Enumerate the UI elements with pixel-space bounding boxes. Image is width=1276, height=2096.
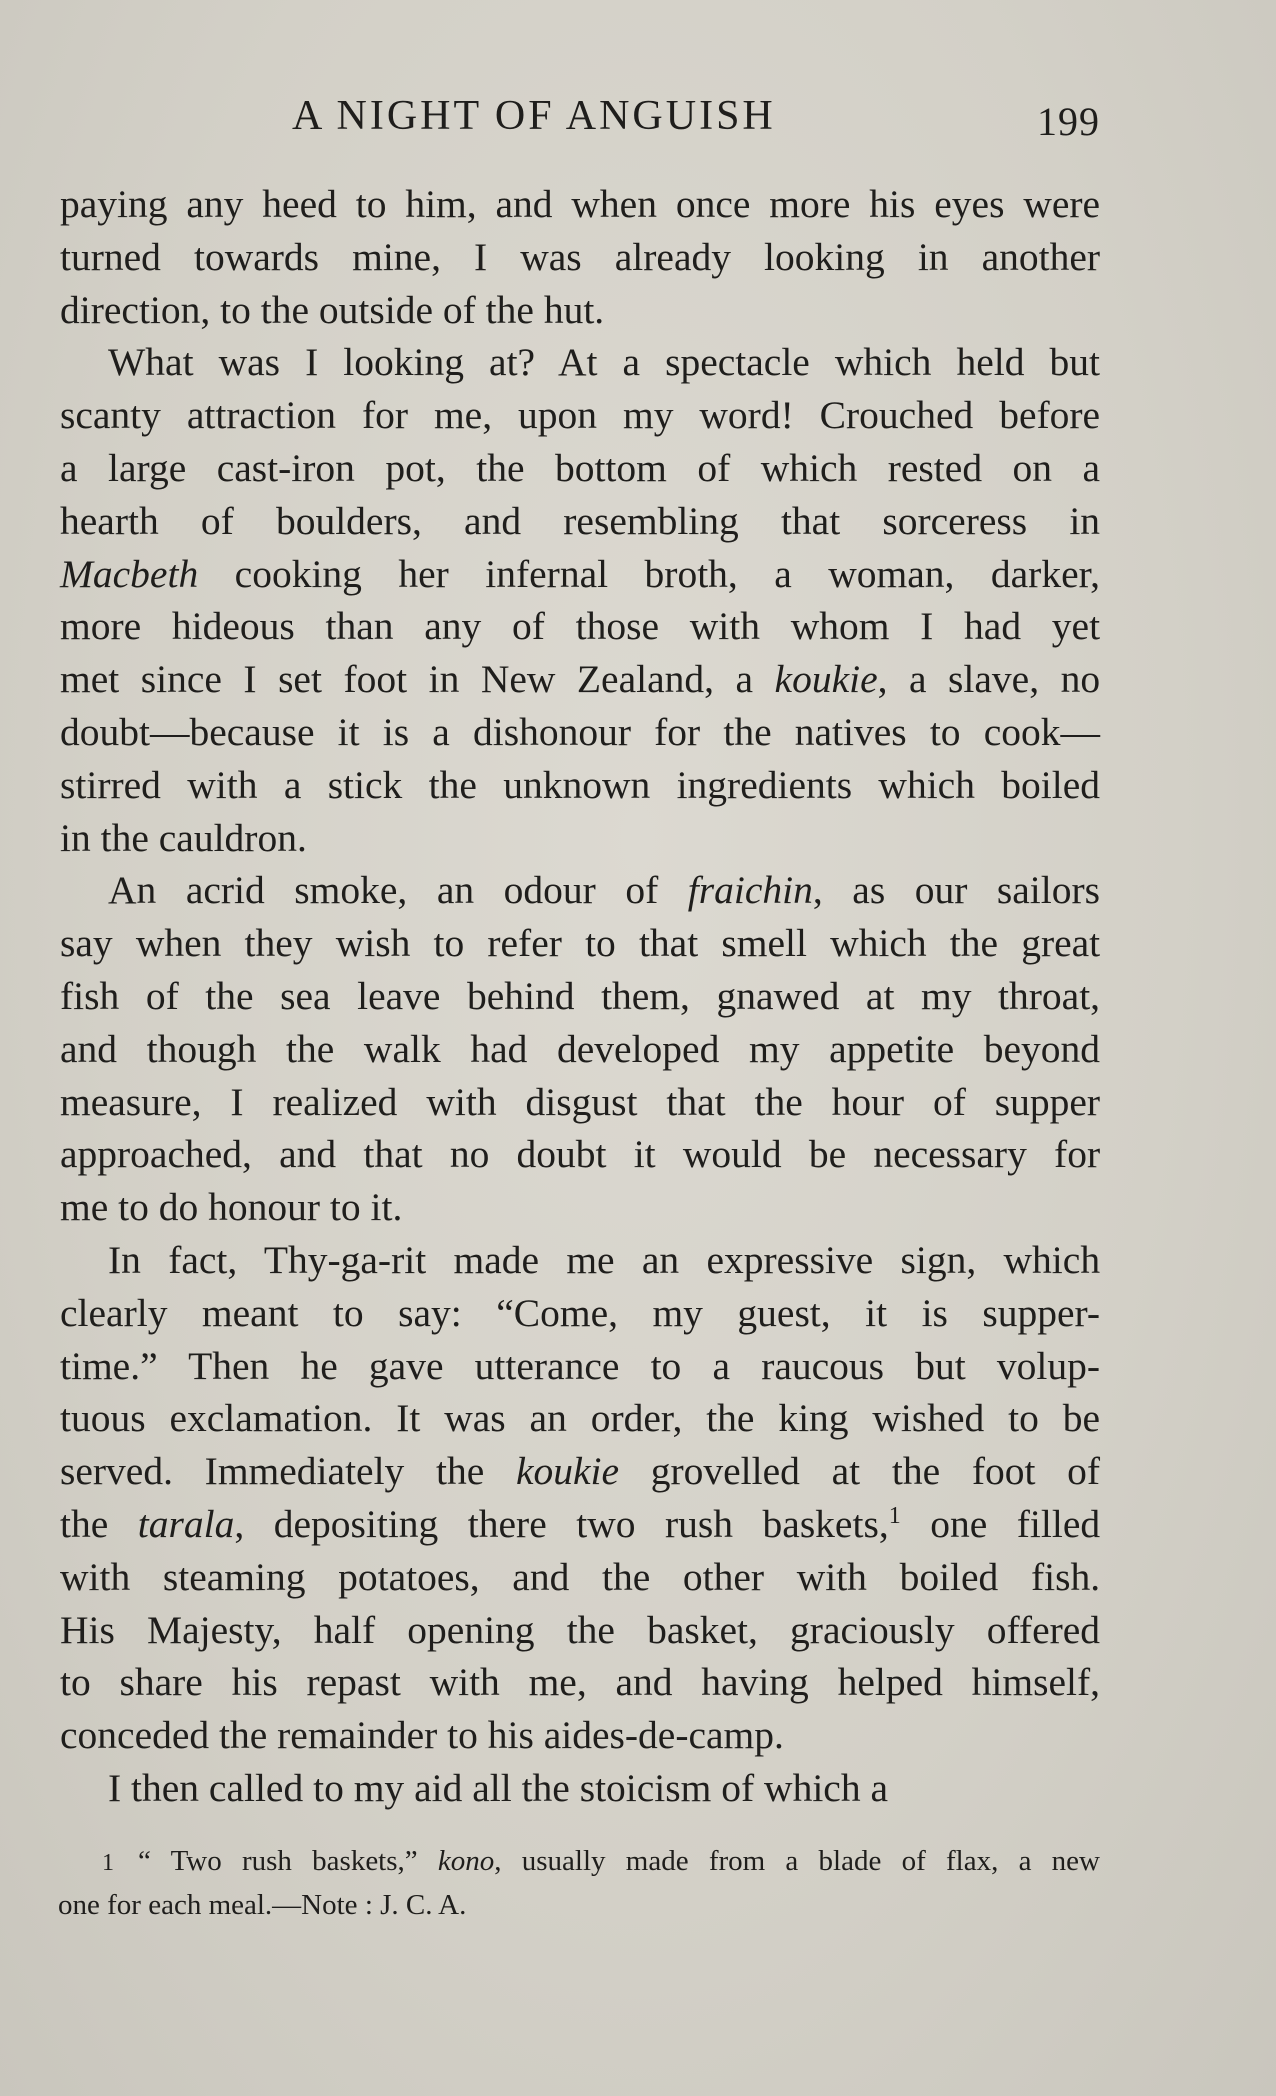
text-line: with steaming potatoes, and the other with boiled fish.	[60, 1554, 1101, 1599]
footnote-line: 1 “ Two rush baskets,” kono, usually made from a blade of flax, a new	[102, 1845, 1100, 1877]
text-line: clearly meant to say: “Come, my guest, it is supper-	[60, 1290, 1101, 1335]
text-line: time.” Then he gave utterance to a raucous but volup-	[60, 1343, 1100, 1388]
text-line: paying any heed to him, and when once more his eyes were	[60, 182, 1101, 226]
text-line: served. Immediately the koukie grovelled at the foot of	[60, 1449, 1101, 1494]
paragraph	[60, 1762, 1100, 1815]
paragraph	[60, 864, 1100, 1234]
text-line: a large cast-iron pot, the bottom of which rested on a	[60, 445, 1101, 490]
text-line: conceded the remainder to his aides-de-camp.	[60, 1713, 784, 1758]
running-title: A NIGHT OF ANGUISH	[292, 93, 776, 139]
text-line: me to do honour to it.	[60, 1185, 403, 1230]
text-line: met since I set foot in New Zealand, a koukie, a slave, no	[60, 657, 1101, 702]
page-number: 199	[1037, 99, 1100, 144]
text-line: the tarala, depositing there two rush baskets,$^1$ one filled	[60, 1501, 1101, 1546]
body-text	[60, 178, 1100, 1815]
text-line: approached, and that no doubt it would be necessary for	[60, 1132, 1101, 1177]
text-line: and though the walk had developed my appetite beyond	[60, 1026, 1101, 1071]
paragraph	[60, 336, 1100, 864]
text-line: say when they wish to refer to that smell which the great	[60, 921, 1101, 966]
text-line: in the cauldron.	[60, 815, 307, 860]
footnote-marker: 1	[888, 1502, 901, 1529]
footnote	[58, 1840, 1100, 1926]
text-line: I then called to my aid all the stoicism of which a	[108, 1765, 889, 1810]
text-line: In fact, Thy-ga-rit made me an expressive sign, which	[108, 1237, 1101, 1282]
text-line: measure, I realized with disgust that the hour of supper	[60, 1079, 1101, 1124]
text-line: Macbeth cooking her infernal broth, a woman, darker,	[60, 551, 1101, 596]
footnote-number: 1	[102, 1850, 138, 1876]
text-line: What was I looking at? At a spectacle which held but	[108, 340, 1101, 385]
text-line: His Majesty, half opening the basket, graciously offered	[60, 1607, 1101, 1652]
text-line: fish of the sea leave behind them, gnawed at my throat,	[60, 973, 1101, 1018]
paragraph	[60, 1234, 1100, 1762]
text-line: to share his repast with me, and having helped himself,	[60, 1660, 1100, 1705]
text-line: doubt—because it is a dishonour for the natives to cook—	[60, 709, 1100, 754]
paragraph	[60, 178, 1100, 336]
text-line: An acrid smoke, an odour of fraichin, as our sailors	[108, 868, 1101, 913]
text-line: more hideous than any of those with whom I had yet	[60, 604, 1101, 649]
text-line: direction, to the outside of the hut.	[60, 287, 605, 332]
text-line: tuous exclamation. It was an order, the king wished to be	[60, 1396, 1101, 1441]
running-header	[60, 92, 1100, 152]
text-line: stirred with a stick the unknown ingredients which boiled	[60, 762, 1101, 807]
text-line: hearth of boulders, and resembling that sorceress in	[60, 498, 1101, 543]
text-line: scanty attraction for me, upon my word! Crouched before	[60, 393, 1101, 438]
footnote-line: one for each meal.—Note : J. C. A.	[58, 1889, 467, 1921]
text-line: turned towards mine, I was already looking in another	[60, 234, 1101, 279]
